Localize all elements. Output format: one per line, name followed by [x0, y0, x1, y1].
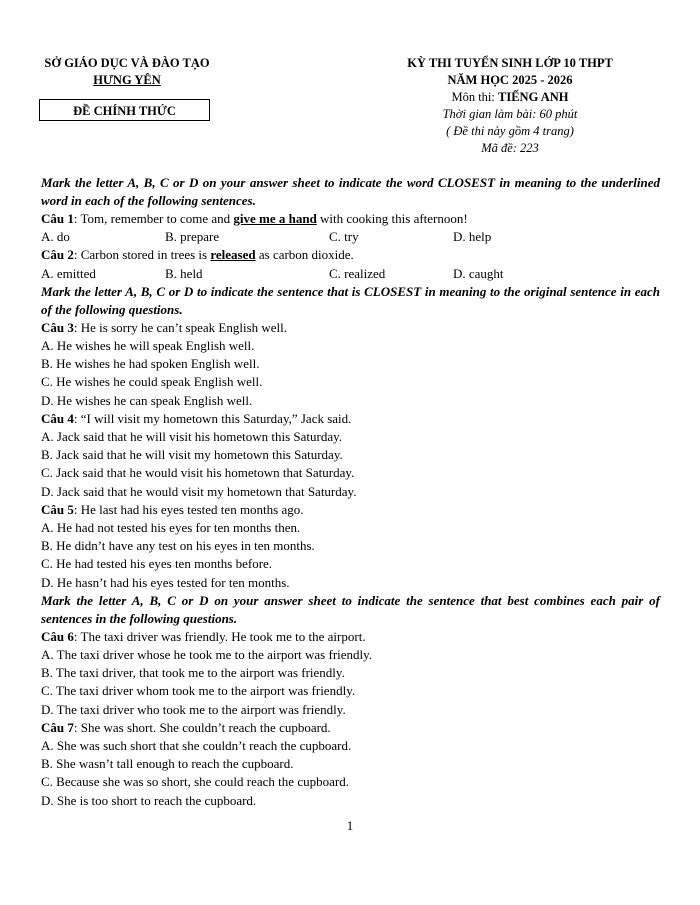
option-c: C. try — [329, 229, 359, 245]
exam-body — [41, 174, 660, 810]
question-number: Câu 1 — [41, 211, 74, 226]
question-1-options — [41, 228, 660, 246]
question-text: : She was short. She couldn’t reach the cupboard. — [73, 719, 331, 735]
page-count: ( Đề thi này gồm 4 trang) — [446, 124, 574, 138]
option-a: A. Jack said that he will visit his hometown this Saturday. — [41, 429, 343, 445]
option-b: B. prepare — [165, 229, 220, 245]
option-d: D. help — [453, 229, 492, 245]
option-a: A. The taxi driver whose he took me to the airport was friendly. — [41, 647, 373, 663]
option-b: B. She wasn’t tall enough to reach the cupboard. — [41, 756, 294, 772]
option-d: D. Jack said that he would visit my hometown that Saturday. — [41, 483, 357, 499]
question-number: Câu 6 — [41, 628, 74, 644]
question-text: : Tom, remember to come and — [73, 211, 234, 226]
option-a: A. emitted — [41, 265, 96, 281]
option-b: B. He wishes he had spoken English well. — [41, 356, 260, 372]
question-number: Câu 7 — [41, 719, 74, 735]
question-text: as carbon dioxide. — [255, 247, 354, 263]
subject-label: Môn thi: — [451, 90, 499, 104]
official-exam-label: ĐỀ CHÍNH THỨC — [39, 99, 210, 121]
option-b: B. held — [165, 265, 203, 281]
province-name: HƯNG YÊN — [93, 73, 161, 87]
department-name: SỞ GIÁO DỤC VÀ ĐÀO TẠO — [44, 56, 210, 70]
exam-code: Mã đề: 223 — [481, 141, 539, 155]
option-d: D. caught — [453, 265, 504, 281]
school-year: NĂM HỌC 2025 - 2026 — [447, 73, 573, 87]
option-b: B. Jack said that he will visit my hometown this Saturday. — [41, 447, 343, 463]
option-d: D. She is too short to reach the cupboard. — [41, 792, 257, 808]
section-instruction-2: Mark the letter A, B, C or D to indicate the sentence that is CLOSEST in meaning to the original sentence in each of the following questions. — [41, 283, 660, 317]
question-6 — [41, 628, 660, 646]
option-d: D. He wishes he can speak English well. — [41, 392, 253, 408]
underlined-phrase: give me a hand — [233, 211, 317, 226]
option-a: A. do — [41, 229, 70, 245]
question-text: : He is sorry he can’t speak English well. — [73, 319, 288, 335]
section-instruction-1: Mark the letter A, B, C or D on your answer sheet to indicate the word CLOSEST in meaning to the underlined word in each of the following sentences. — [41, 175, 660, 208]
question-4 — [41, 410, 660, 428]
question-text: with cooking this afternoon! — [316, 211, 468, 226]
question-3 — [41, 319, 660, 337]
question-number: Câu 5 — [41, 501, 74, 517]
question-1 — [41, 210, 660, 228]
option-d: D. He hasn’t had his eyes tested for ten months. — [41, 574, 290, 590]
question-2 — [41, 246, 660, 264]
option-b: B. The taxi driver, that took me to the airport was friendly. — [41, 665, 345, 681]
option-b: B. He didn’t have any test on his eyes in ten months. — [41, 538, 315, 554]
header-left — [22, 55, 232, 89]
question-number: Câu 3 — [41, 319, 74, 335]
option-a: A. He wishes he will speak English well. — [41, 338, 255, 354]
question-2-options — [41, 265, 660, 283]
option-c: C. Jack said that he would visit his hometown that Saturday. — [41, 465, 355, 481]
question-text: : The taxi driver was friendly. He took me to the airport. — [73, 628, 366, 644]
question-5 — [41, 501, 660, 519]
question-number: Câu 2 — [41, 247, 74, 263]
question-text: : He last had his eyes tested ten months ago. — [73, 501, 304, 517]
section-instruction-3: Mark the letter A, B, C or D on your answer sheet to indicate the sentence that best combines each pair of sentences in the following questions. — [41, 592, 660, 626]
option-c: C. He had tested his eyes ten months before. — [41, 556, 273, 572]
subject-value: TIẾNG ANH — [498, 90, 569, 104]
option-a: A. She was such short that she couldn’t reach the cupboard. — [41, 738, 352, 754]
option-a: A. He had not tested his eyes for ten months then. — [41, 520, 301, 536]
option-c: C. realized — [329, 265, 386, 281]
option-c: C. The taxi driver whom took me to the airport was friendly. — [41, 683, 356, 699]
exam-title: KỲ THI TUYỂN SINH LỚP 10 THPT — [407, 56, 613, 70]
question-7 — [41, 719, 660, 737]
exam-time: Thời gian làm bài: 60 phút — [442, 107, 578, 121]
option-c: C. He wishes he could speak English well. — [41, 374, 263, 390]
question-number: Câu 4 — [41, 410, 74, 426]
header-right — [380, 55, 640, 157]
subject — [380, 89, 640, 106]
underlined-word: released — [210, 247, 256, 263]
question-text: : “I will visit my hometown this Saturday,” Jack said. — [73, 410, 352, 426]
option-d: D. The taxi driver who took me to the airport was friendly. — [41, 701, 346, 717]
option-c: C. Because she was so short, she could reach the cupboard. — [41, 774, 349, 790]
page-number: 1 — [346, 818, 354, 833]
question-text: : Carbon stored in trees is — [73, 247, 211, 263]
